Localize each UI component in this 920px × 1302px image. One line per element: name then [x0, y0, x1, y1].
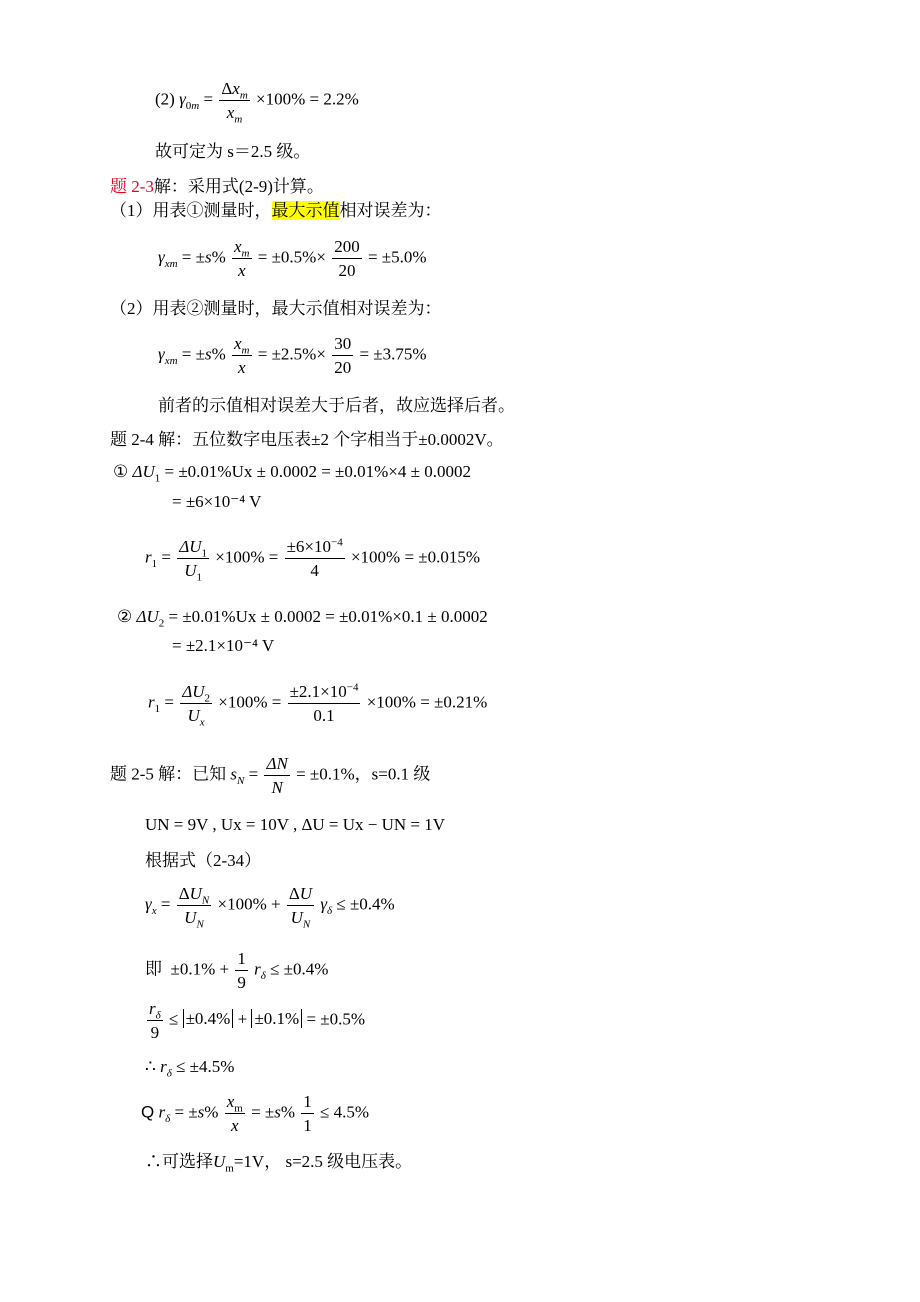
conclusion-2-3: 前者的示值相对误差大于后者，故应选择后者。	[158, 396, 515, 415]
eq-2-4-2r: $r_1$ = $\frac{\Delta U_2}{U_x}$ ×100% = $\frac{\pm 2.1\times 10^{-4}}{0.1}$ ×100% = ±0.21%	[148, 681, 488, 729]
eq-2-4-1b: = ±6×10⁻⁴ V	[172, 492, 262, 511]
eq-2-2-part2: (2) $\gamma_{0m}$ = $\frac{\Delta x_m}{x_m}$ ×100% = 2.2%	[155, 79, 359, 126]
eq-2-3-2: $\gamma_{xm} = \pm s\%$ $\frac{x_m}{x}$ = ±2.5%× $\frac{30}{20}$ = ±3.75%	[158, 334, 427, 377]
ineq-2-5-step1: 即 ±0.1% + $\frac{1}{9}$ $r_\delta \le \pm 0.4\%$	[145, 949, 329, 992]
heading-2-3	[110, 178, 324, 195]
part1-text-2-3: （1）用表①测量时，最大示值相对误差为：	[110, 201, 442, 220]
eq-2-3-1: $\gamma_{xm} = \pm s\%$ $\frac{x_m}{x}$ = ±0.5%× $\frac{200}{20}$ = ±5.0%	[158, 237, 427, 280]
eq-2-4-1r: $r_1$ = $\frac{\Delta U_1}{U_1}$ ×100% = $\frac{\pm 6\times 10^{-4}}{4}$ ×100% = ±0.015%	[145, 536, 481, 584]
eq-2-4-2a: ② $\Delta U_2 = \pm 0.01\%Ux \pm 0.0002 = \pm 0.01\%\times 0.1 \pm 0.0002$	[117, 607, 488, 630]
problem-number: 题 2-3	[110, 177, 154, 196]
formula-ref-2-5: 根据式（2-34）	[145, 851, 262, 870]
result-value: 2.2%	[323, 89, 359, 109]
fraction: $\frac{\Delta x_m}{x_m}$	[221, 79, 248, 126]
highlighted-term: 最大示值	[271, 201, 340, 220]
ineq-2-5-step2: $\frac{r_\delta}{9}$ ≤ ±0.4% + ±0.1% = ±0.5%	[149, 999, 366, 1042]
part2-text-2-3: （2）用表②测量时，最大示值相对误差为：	[110, 299, 442, 318]
eq-2-4-1a: ① $\Delta U_1 = \pm 0.01\%Ux \pm 0.0002 = \pm 0.01\%\times 4 \pm 0.0002$	[113, 462, 471, 485]
ineq-2-5-therefore: ∴ $r_\delta \le \pm 4.5\%$	[145, 1057, 235, 1080]
final-conclusion-2-5: ∴可选择$U_m=1V$， s=2.5 级电压表。	[145, 1152, 413, 1175]
eq-2-4-2b: = ±2.1×10⁻⁴ V	[172, 636, 275, 655]
problem-intro: 解：采用式(2-9)计算。	[153, 177, 324, 196]
heading-2-4: 题 2-4 解：五位数字电压表±2 个字相当于±0.0002V。	[110, 430, 504, 449]
ineq-2-5: $\gamma_x$ = $\frac{\Delta U_N}{U_N}$ ×100% + $\frac{\Delta U}{U_N}$ $\gamma_\delta \le \pm 0.4\%$	[145, 884, 395, 931]
conclusion-2-2: 故可定为 s＝2.5 级。	[155, 142, 311, 161]
heading-2-5: 题 2-5 解：已知 $s_N$ = $\frac{\Delta N}{N}$ = ±0.1%，s=0.1 级	[110, 754, 431, 797]
part-label: (2)	[155, 89, 175, 109]
circled-one: ①	[113, 462, 129, 481]
ineq-2-5-because: Q $r_\delta = \pm s\%$ $\frac{x_m}{x}$ = ±s% $\frac{1}{1}$ ≤ 4.5%	[141, 1092, 370, 1135]
given-values-2-5: UN = 9V , Ux = 10V , ΔU = Ux − UN = 1V	[145, 815, 446, 834]
circled-two: ②	[117, 607, 133, 626]
